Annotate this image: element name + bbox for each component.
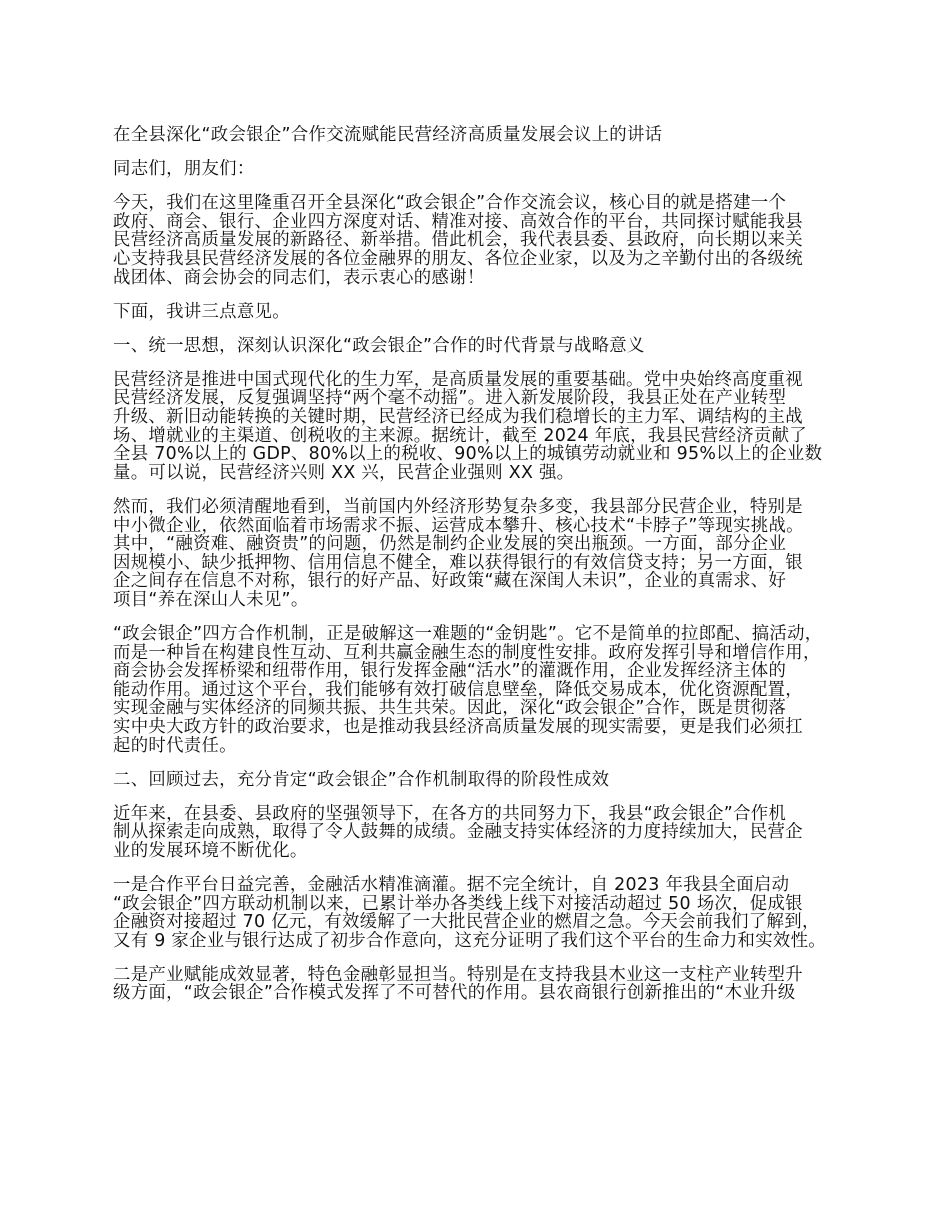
document-title (113, 126, 873, 145)
text-line: 级方面，“政会银企”合作模式发挥了不可替代的作用。县农商银行创新推出的“木业升级 (113, 983, 796, 1004)
text-line: 二、回顾过去，充分肯定“政会银企”合作机制取得的阶段性成效 (113, 769, 610, 790)
body-paragraph (113, 625, 873, 755)
text-line: 而是一种旨在构建良性互动、互利共赢金融生态的制度性安排。政府发挥引导和增信作用， (113, 642, 821, 663)
body-paragraph (113, 966, 873, 1003)
text-line: 下面，我讲三点意见。 (113, 301, 290, 322)
document-page (113, 126, 873, 1019)
body-paragraph (113, 371, 873, 483)
text-line: 近年来，在县委、县政府的坚强领导下，在各方的共同努力下，我县“政会银企”合作机 (113, 803, 787, 824)
text-line: 项目“养在深山人未见”。 (113, 589, 309, 610)
text-line: 民营经济发展，反复强调坚持“两个毫不动摇”。进入新发展阶段，我县正处在产业转型 (113, 388, 787, 409)
text-line: “政会银企”四方联动机制以来，已累计举办各类线上线下对接活动超过 50 场次，促成银 (113, 893, 803, 914)
text-line: 实现金融与实体经济的同频共振、共生共荣。因此，深化“政会银企”合作，既是贯彻落 (113, 698, 787, 719)
text-line: 企之间存在信息不对称，银行的好产品、好政策“藏在深闺人未识”，企业的真需求、好 (113, 571, 787, 592)
text-line: “政会银企”四方合作机制，正是破解这一难题的“金钥匙”。它不是简单的拉郎配、搞活动， (113, 623, 823, 644)
salutation (113, 160, 873, 179)
text-line: 起的时代责任。 (113, 735, 237, 756)
text-line: 商会协会发挥桥梁和纽带作用，银行发挥金融“活水”的灌溉作用，企业发挥经济主体的 (113, 661, 787, 682)
text-line: 其中，“融资难、融资贵”的问题，仍然是制约企业发展的突出瓶颈。一方面，部分企业 (113, 534, 787, 555)
text-line: 全县 70%以上的 GDP、80%以上的税收、90%以上的城镇劳动就业和 95%以上的企业数 (113, 444, 823, 465)
body-paragraph (113, 876, 873, 950)
text-line: 升级、新旧动能转换的关键时期，民营经济已经成为我们稳增长的主力军、调结构的主战 (113, 407, 803, 428)
text-line: 民营经济高质量发展的新路径、新举措。借此机会，我代表县委、县政府，向长期以来关 (113, 230, 803, 251)
body-paragraph (113, 805, 873, 861)
text-line: 心支持我县民营经济发展的各位金融界的朋友、各位企业家，以及为之辛勤付出的各级统 (113, 248, 803, 269)
text-line: 场、增就业的主渠道、创税收的主来源。据统计，截至 2024 年底，我县民营经济贡献了 (113, 425, 807, 446)
text-line: 战团体、商会协会的同志们，表示衷心的感谢！ (113, 267, 485, 288)
text-line: 然而，我们必须清醒地看到，当前国内外经济形势复杂多变，我县部分民营企业，特别是 (113, 496, 803, 517)
text-line: 企融资对接超过 70 亿元，有效缓解了一大批民营企业的燃眉之急。今天会前我们了解到， (113, 912, 820, 933)
body-paragraph (113, 194, 873, 287)
text-line: 二是产业赋能成效显著，特色金融彰显担当。特别是在支持我县木业这一支柱产业转型升 (113, 964, 803, 985)
text-line: 一、统一思想，深刻认识深化“政会银企”合作的时代背景与战略意义 (113, 335, 645, 356)
text-line: 今天，我们在这里隆重召开全县深化“政会银企”合作交流会议，核心目的就是搭建一个 (113, 193, 787, 214)
text-line: 一是合作平台日益完善，金融活水精准滴灌。据不完全统计，自 2023 年我县全面启动 (113, 875, 790, 895)
section-heading (113, 337, 873, 356)
text-line: 因规模小、缺少抵押物、信用信息不健全，难以获得银行的有效信贷支持；另一方面，银 (113, 552, 803, 573)
text-line: 制从探索走向成熟，取得了令人鼓舞的成绩。金融支持实体经济的力度持续加大，民营企 (113, 822, 803, 843)
text-line: 量。可以说，民营经济兴则 XX 兴，民营企业强则 XX 强。 (113, 462, 575, 483)
text-line: 政府、商会、银行、企业四方深度对话、精准对接、高效合作的平台，共同探讨赋能我县 (113, 211, 803, 232)
text-line: 业的发展环境不断优化。 (113, 840, 308, 861)
text-line: 在全县深化“政会银企”合作交流赋能民营经济高质量发展会议上的讲话 (113, 125, 663, 145)
text-line: 又有 9 家企业与银行达成了初步合作意向，这充分证明了我们这个平台的生命力和实效性。 (113, 930, 826, 951)
body-paragraph (113, 498, 873, 610)
text-line: 实中央大政方针的政治要求，也是推动我县经济高质量发展的现实需要，更是我们必须扛 (113, 716, 803, 737)
text-line: 中小微企业，依然面临着市场需求不振、运营成本攀升、核心技术“卡脖子”等现实挑战。 (113, 515, 804, 536)
text-line: 民营经济是推进中国式现代化的生力军，是高质量发展的重要基础。党中央始终高度重视 (113, 369, 803, 390)
section-heading (113, 771, 873, 790)
text-line: 同志们，朋友们： (113, 159, 255, 180)
body-paragraph (113, 303, 873, 322)
text-line: 能动作用。通过这个平台，我们能够有效打破信息壁垒，降低交易成本，优化资源配置， (113, 679, 803, 700)
